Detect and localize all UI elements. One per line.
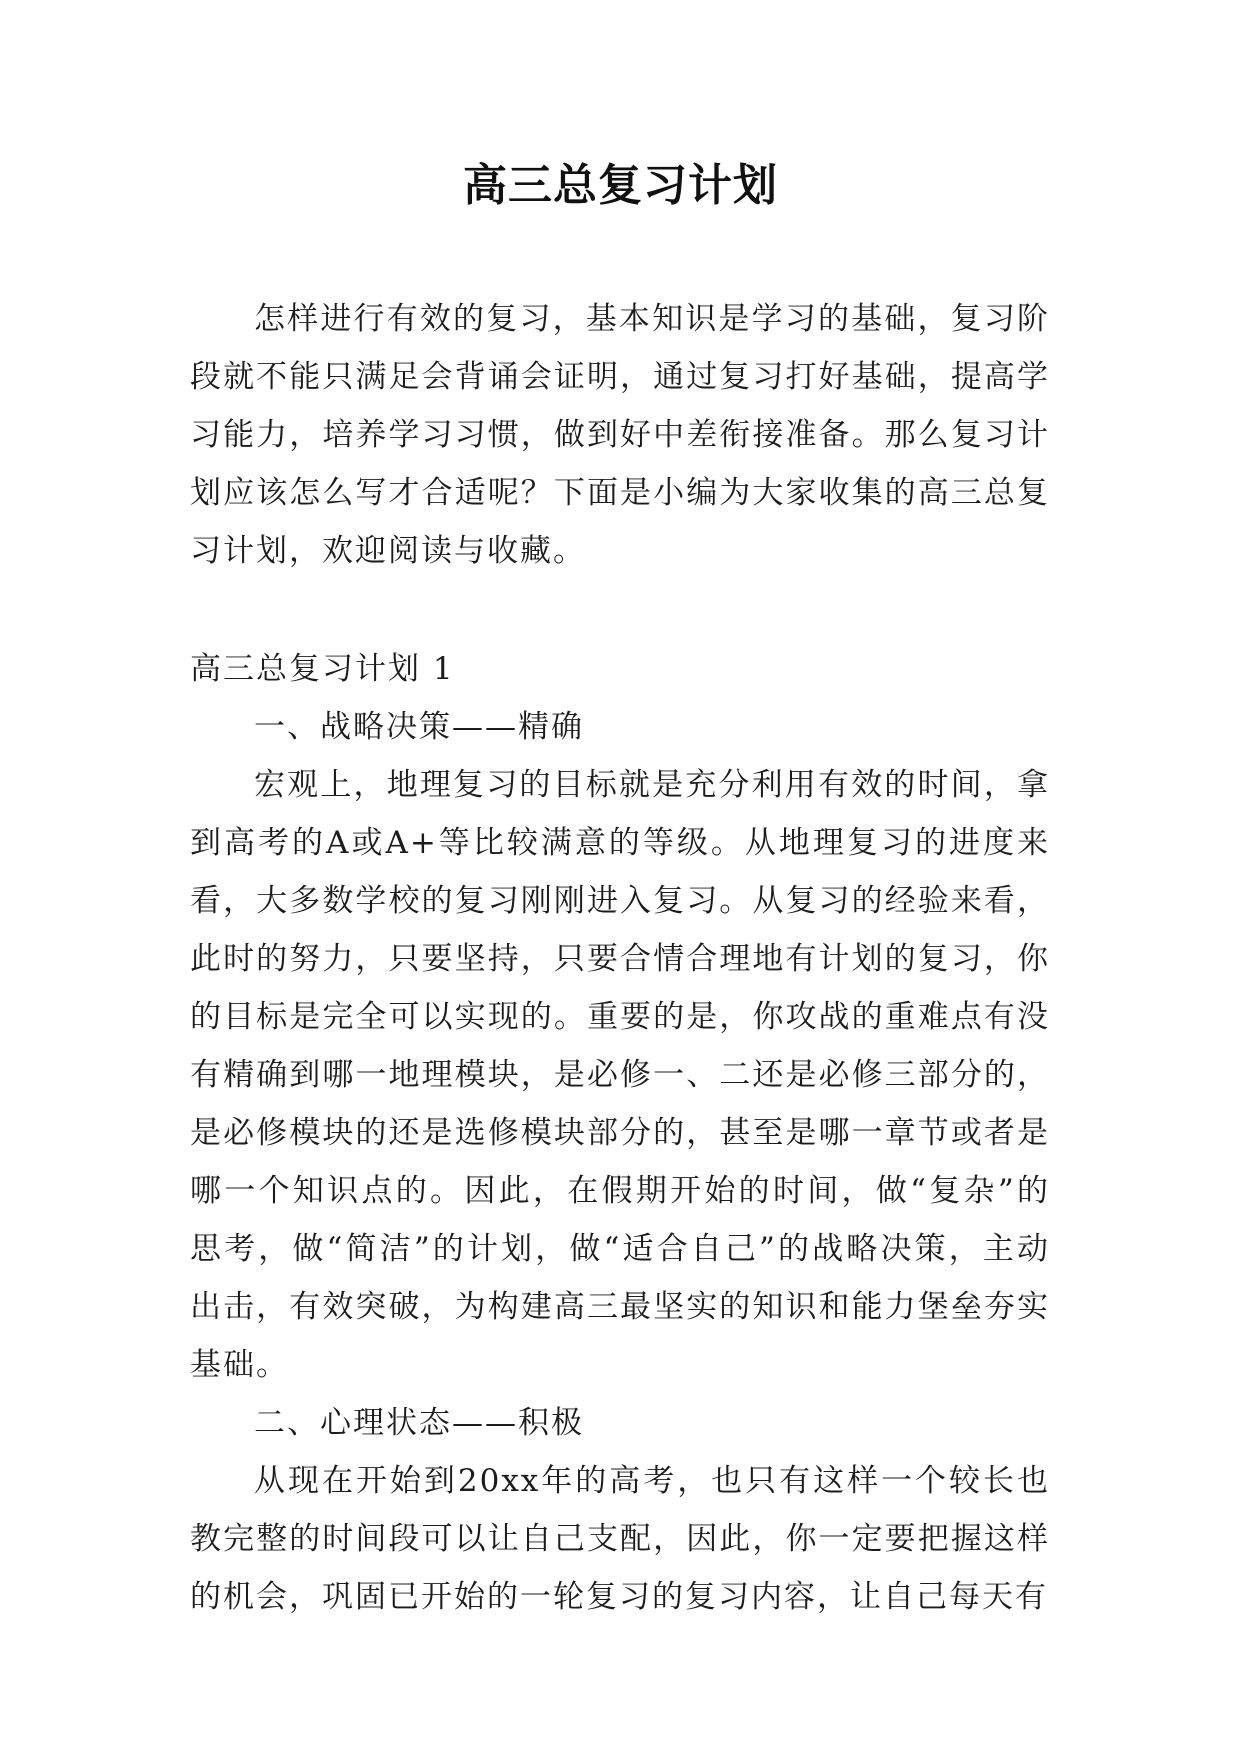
intro-paragraph: 怎样进行有效的复习，基本知识是学习的基础，复习阶段就不能只满足会背诵会证明，通过复习打好基础，提高学习能力，培养学习习惯，做到好中差衔接准备。那么复习计划应该怎么写才合适呢？下面是小编为大家收集的高三总复习计划，欢迎阅读与收藏。 (190, 301, 1050, 569)
paragraph-mindset: 从现在开始到20xx年的高考，也只有这样一个较长也教完整的时间段可以让自己支配，因此，你一定要把握这样的机会，巩固已开始的一轮复习的复习内容，让自己每天有 (190, 1463, 1050, 1615)
intro-block (190, 290, 1050, 580)
heading-strategy: 一、战略决策——精确 (254, 709, 584, 745)
document-title: 高三总复习计划 (463, 160, 778, 211)
section-title: 高三总复习计划 1 (190, 651, 455, 687)
content-block (190, 640, 1050, 1626)
paragraph-strategy: 宏观上，地理复习的目标就是充分利用有效的时间，拿到高考的A或A+等比较满意的等级。从地理复习的进度来看，大多数学校的复习刚刚进入复习。从复习的经验来看，此时的努力，只要坚持，只要合情合理地有计划的复习，你的目标是完全可以实现的。重要的是，你攻战的重难点有没有精确到哪一地理模块，是必修一、二还是必修三部分的，是必修模块的还是选修模块部分的，甚至是哪一章节或者是哪一个知识点的。因此，在假期开始的时间，做“复杂”的思考，做“简洁”的计划，做“适合自己”的战略决策，主动出击，有效突破，为构建高三最坚实的知识和能力堡垒夯实基础。 (190, 767, 1050, 1383)
heading-mindset: 二、心理状态——积极 (254, 1405, 584, 1441)
